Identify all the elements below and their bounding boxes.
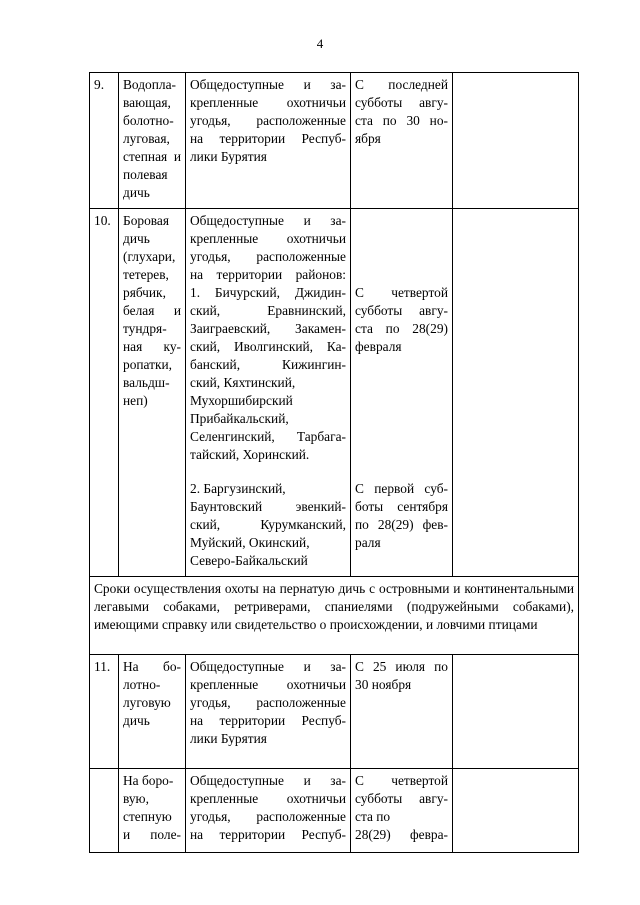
text-line: степная и: [123, 149, 181, 164]
row-number: 11.: [90, 655, 119, 769]
text-line: Водопла-: [123, 77, 176, 92]
game-type-cell: [119, 769, 186, 853]
text-line: С последней: [355, 77, 448, 92]
hunting-lands-cell: [186, 73, 351, 209]
text-line: тетерев,: [123, 267, 169, 282]
section-header: Сроки осуществления охоты на пернатую дичь с островными и континентальными легавыми собаками, ретриверами, спаниелями (подружейными собаками), имеющими справку или свидетельство о происхождении, и ловчими птицами: [90, 577, 579, 655]
text-line: С 25 июля по: [355, 659, 448, 674]
text-line: на территории Респуб-: [190, 713, 346, 728]
text-line: ский, Кяхтинский,: [190, 375, 296, 390]
text-line: дичь: [123, 231, 150, 246]
hunting-period-cell: [351, 769, 453, 853]
text-line: по 28(29) фев-: [355, 517, 448, 532]
text-line: неп): [123, 393, 148, 408]
text-line: Общедоступные и за-: [190, 659, 346, 674]
text-line: На бо-: [123, 659, 181, 674]
text-line: полевая: [123, 167, 168, 182]
text-line: крепленные охотничьи: [190, 95, 346, 110]
text-line: вальдш-: [123, 375, 170, 390]
text-line: С первой суб-: [355, 481, 448, 496]
text-line: ский, Иволгинский, Ка-: [190, 339, 346, 354]
text-line: С четвертой: [355, 773, 448, 788]
table-row: [90, 769, 579, 853]
game-type-cell: [119, 209, 186, 577]
text-line: ропатки,: [123, 357, 173, 372]
text-line: тайский, Хоринский.: [190, 447, 310, 462]
text-line: Баунтовский эвенкий-: [190, 499, 346, 514]
section-header-row: [90, 577, 579, 655]
row-number: 9.: [90, 73, 119, 209]
text-line: крепленные охотничьи: [190, 677, 346, 692]
text-line: Прибайкальский,: [190, 411, 289, 426]
empty-cell: [453, 769, 579, 853]
text-line: степную: [123, 809, 172, 824]
text-line: лотно-: [123, 677, 161, 692]
empty-cell: [453, 655, 579, 769]
empty-cell: [453, 209, 579, 577]
hunting-lands-cell: [186, 209, 351, 577]
hunting-period-cell: [351, 209, 453, 577]
text-line: февраля: [355, 339, 402, 354]
text-line: вающая,: [123, 95, 171, 110]
text-line: Муйский, Окинский,: [190, 535, 310, 550]
text-line: Мухоршибирский: [190, 393, 293, 408]
text-line: банский, Кижингин-: [190, 357, 346, 372]
text-line: 1. Бичурский, Джидин-: [190, 285, 346, 300]
text-line: дичь: [123, 185, 150, 200]
text-line: на территории Респуб-: [190, 131, 346, 146]
row-number: 10.: [90, 209, 119, 577]
hunting-seasons-table: [89, 72, 579, 853]
text-line: угодья, расположенные: [190, 809, 346, 824]
table-row: [90, 73, 579, 209]
text-line: на территории Респуб-: [190, 827, 346, 842]
text-line: ский, Курумканский,: [190, 517, 346, 532]
text-line: угодья, расположенные: [190, 695, 346, 710]
text-line: ста по 30 но-: [355, 113, 448, 128]
text-line: Заиграевский, Закамен-: [190, 321, 346, 336]
text-line: Общедоступные и за-: [190, 773, 346, 788]
text-line: угодья, расположенные: [190, 249, 346, 264]
empty-cell: [453, 73, 579, 209]
hunting-period-cell: [351, 655, 453, 769]
text-line: дичь: [123, 713, 150, 728]
text-line: крепленные охотничьи: [190, 231, 346, 246]
hunting-period-cell: [351, 73, 453, 209]
text-line: боты сентября: [355, 499, 448, 514]
text-line: вую,: [123, 791, 149, 806]
text-line: Общедоступные и за-: [190, 213, 346, 228]
text-line: угодья, расположенные: [190, 113, 346, 128]
text-line: ста по: [355, 809, 391, 824]
row-number: [90, 769, 119, 853]
text-line: ста по 28(29): [355, 321, 448, 336]
text-line: субботы авгу-: [355, 791, 448, 806]
game-type-cell: [119, 73, 186, 209]
text-line: болотно-: [123, 113, 174, 128]
text-line: белая и: [123, 303, 181, 318]
text-line: лики Бурятия: [190, 731, 267, 746]
text-line: 2. Баргузинский,: [190, 481, 286, 496]
text-line: субботы авгу-: [355, 303, 448, 318]
text-line: Общедоступные и за-: [190, 77, 346, 92]
table-row: [90, 655, 579, 769]
text-line: тундря-: [123, 321, 167, 336]
text-line: луговая,: [123, 131, 170, 146]
text-line: Боровая: [123, 213, 170, 228]
text-line: Селенгинский, Тарбага-: [190, 429, 346, 444]
text-line: 30 ноября: [355, 677, 412, 692]
text-line: лики Бурятия: [190, 149, 267, 164]
text-line: раля: [355, 535, 381, 550]
page-number: 4: [316, 36, 324, 51]
text-line: 28(29) февра-: [355, 827, 448, 842]
text-line: На боро-: [123, 773, 174, 788]
text-line: С четвертой: [355, 285, 448, 300]
text-line: и поле-: [123, 827, 181, 842]
text-line: ная ку-: [123, 339, 181, 354]
text-line: (глухари,: [123, 249, 176, 264]
hunting-lands-cell: [186, 769, 351, 853]
text-line: на территории районов:: [190, 267, 346, 282]
text-line: крепленные охотничьи: [190, 791, 346, 806]
text-line: ября: [355, 131, 381, 146]
hunting-lands-cell: [186, 655, 351, 769]
text-line: луговую: [123, 695, 171, 710]
game-type-cell: [119, 655, 186, 769]
text-line: Северо-Байкальский: [190, 553, 308, 568]
table-row: [90, 209, 579, 577]
text-line: рябчик,: [123, 285, 166, 300]
text-line: ский, Еравнинский,: [190, 303, 346, 318]
text-line: субботы авгу-: [355, 95, 448, 110]
